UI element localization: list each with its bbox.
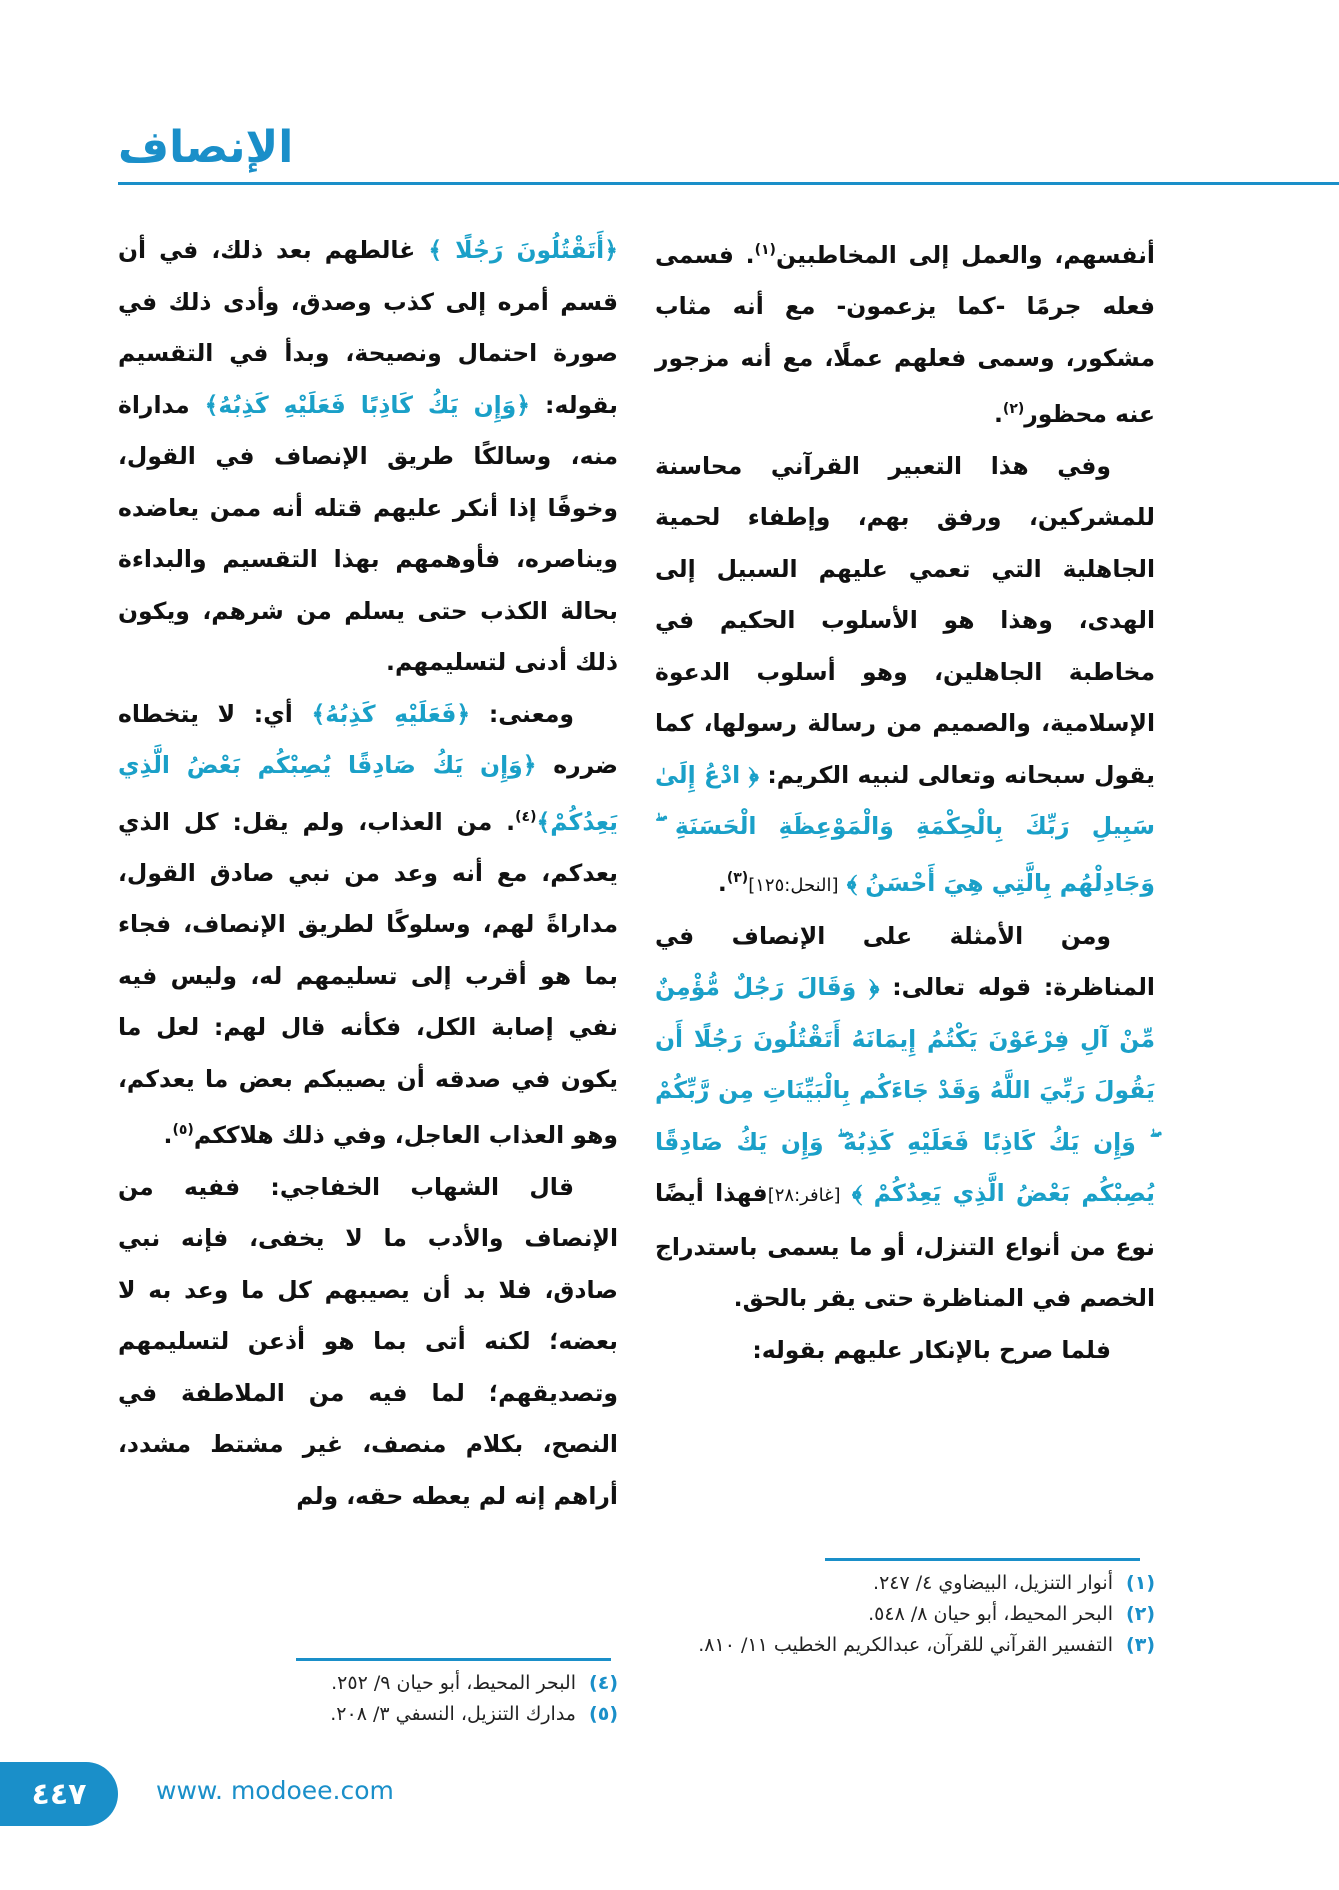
text: غالطهم بعد ذلك، في أن قسم أمره إلى كذب وصدق، وأدى ذلك في صورة احتمال ونصيحة، وبدأ في التقسيم بقوله:	[118, 236, 618, 419]
text: .	[993, 400, 1003, 429]
text: .	[163, 1121, 173, 1150]
quran-verse: ﴿فَعَلَيْهِ كَذِبُهُ﴾	[311, 699, 471, 728]
paragraph	[655, 1325, 1155, 1377]
quran-verse: ﴿وَإِن يَكُ كَاذِبًا فَعَلَيْهِ كَذِبُهُ﴾	[204, 390, 531, 419]
footnote-ref[interactable]: (٥)	[172, 1122, 194, 1139]
text: قال الشهاب الخفاجي: ففيه من الإنصاف والأدب ما لا يخفى، فإنه نبي صادق، فلا بد أن يصيبهم كل ما وعد به لا بعضه؛ لكنه أتى بما هو أذعن لتسليمهم وتصديقهم؛ لما فيه من الملاطفة في النصح، بكلام منصف، غير مشتط مشدد، أراهم إنه لم يعطه حقه، ولم	[118, 1172, 618, 1510]
paragraph	[655, 225, 1155, 441]
footnote-number: (٤)	[589, 1672, 618, 1694]
footnote-item	[118, 1668, 618, 1699]
footnote-number: (٣)	[1126, 1634, 1155, 1656]
footnote-item	[118, 1699, 618, 1730]
text: مداراة منه، وسالكًا طريق الإنصاف في القول، وخوفًا إذا أنكر عليهم قتله أنه ممن يعاضده ويناصره، فأوهمهم بهذا التقسيم والبداءة بحالة الكذب حتى يسلم من شرهم، ويكون ذلك أدنى لتسليمهم.	[118, 390, 618, 676]
text: . فسمى فعله جرمًا -كما يزعمون- مع أنه مثاب مشكور، وسمى فعلهم عملًا، مع أنه مزجور عنه محظور	[655, 240, 1155, 429]
footnote-number: (٥)	[589, 1703, 618, 1725]
footnote-ref[interactable]: (٣)	[726, 869, 749, 886]
footnote-number: (٢)	[1126, 1603, 1155, 1625]
right-column	[655, 225, 1155, 1376]
footnote-number: (١)	[1126, 1572, 1155, 1594]
quran-verse: ﴿ ادْعُ إِلَىٰ سَبِيلِ رَبِّكَ بِالْحِكْمَةِ وَالْمَوْعِظَةِ الْحَسَنَةِ ۖ وَجَادِلْهُم بِالَّتِي هِيَ أَحْسَنُ ﴾	[655, 760, 1155, 897]
paragraph	[118, 1162, 618, 1523]
left-column	[118, 225, 618, 1522]
footnote-item	[655, 1568, 1155, 1599]
page-number: ٤٤٧	[31, 1776, 87, 1812]
quran-verse: ﴿أَتَقْتُلُونَ رَجُلًا ﴾	[428, 236, 619, 264]
text: ومعنى:	[488, 699, 574, 728]
paragraph	[655, 911, 1155, 1325]
verse-reference: [النحل:١٢٥]	[748, 874, 839, 896]
footnote-rule	[296, 1658, 611, 1661]
text: ومن الأمثلة على الإنصاف في المناظرة: قوله تعالى:	[655, 921, 1155, 1002]
verse-reference: [غافر:٢٨]	[767, 1185, 841, 1207]
footnote-rule	[825, 1558, 1140, 1561]
footnote-text: البحر المحيط، أبو حيان ٩/ ٢٥٢.	[331, 1672, 576, 1694]
page-title: الإنصاف	[118, 122, 294, 173]
text: وفي هذا التعبير القرآني محاسنة للمشركين، ورفق بهم، وإطفاء لحمية الجاهلية التي تعمي عليهم السبيل إلى الهدى، وهذا هو الأسلوب الحكيم في مخاطبة الجاهلين، وهو أسلوب الدعوة الإسلامية، والصميم من رسالة رسولها، كما يقول سبحانه وتعالى لنبيه الكريم:	[655, 451, 1155, 789]
text: فهذا أيضًا نوع من أنواع التنزل، أو ما يسمى باستدراج الخصم في المناظرة حتى يقر بالحق.	[655, 1179, 1155, 1313]
footnotes-right	[655, 1568, 1155, 1661]
footnote-ref[interactable]: (١)	[754, 242, 776, 258]
footnote-item	[655, 1599, 1155, 1630]
text: . من العذاب، ولم يقل: كل الذي يعدكم، مع أنه وعد من نبي صادق القول، مداراةً لهم، وسلوكًا لطريق الإنصاف، فجاء بما هو أقرب إلى تسليمهم له، وليس فيه نفي إصابة الكل، فكأنه قال لهم: لعل ما يكون في صدقه أن يصيبكم بعض ما يعدكم، وهو العذاب العاجل، وفي ذلك هلاككم	[118, 807, 618, 1150]
paragraph	[118, 225, 618, 689]
header-rule	[118, 182, 1339, 185]
text: أنفسهم، والعمل إلى المخاطبين	[775, 240, 1155, 269]
footnote-text: أنوار التنزيل، البيضاوي ٤/ ٢٤٧.	[873, 1572, 1113, 1594]
quran-verse: ﴿ وَقَالَ رَجُلٌ مُّؤْمِنٌ مِّنْ آلِ فِرْعَوْنَ يَكْتُمُ إِيمَانَهُ أَتَقْتُلُونَ رَجُلًا أَن يَقُولَ رَبِّيَ اللَّهُ وَقَدْ جَاءَكُم بِالْبَيِّنَاتِ مِن رَّبِّكُمْ ۖ وَإِن يَكُ كَاذِبًا فَعَلَيْهِ كَذِبُهُ ۖ وَإِن يَكُ صَادِقًا يُصِبْكُم بَعْضُ الَّذِي يَعِدُكُمْ ﴾	[655, 973, 1156, 1208]
text: .	[717, 868, 727, 897]
text: أي: لا يتخطاه ضرره	[118, 699, 618, 779]
website-link[interactable]: www. modoee.com	[156, 1776, 394, 1805]
footnote-text: مدارك التنزيل، النسفي ٣/ ٢٠٨.	[330, 1703, 576, 1725]
footnote-ref[interactable]: (٤)	[515, 808, 537, 825]
footnote-item	[655, 1630, 1155, 1661]
paragraph	[655, 441, 1155, 911]
footnote-text: التفسير القرآني للقرآن، عبدالكريم الخطيب ١١/ ٨١٠.	[698, 1634, 1113, 1656]
paragraph	[118, 689, 618, 1162]
footnote-text: البحر المحيط، أبو حيان ٨/ ٥٤٨.	[868, 1603, 1113, 1625]
quran-verse: ﴿وَإِن يَكُ صَادِقًا يُصِبْكُم بَعْضُ الَّذِي يَعِدُكُمْ﴾	[118, 751, 618, 836]
footnotes-left	[118, 1668, 618, 1730]
page-number-badge	[0, 1762, 118, 1826]
text: فلما صرح بالإنكار عليهم بقوله:	[752, 1335, 1111, 1364]
footnote-ref[interactable]: (٢)	[1002, 401, 1025, 418]
